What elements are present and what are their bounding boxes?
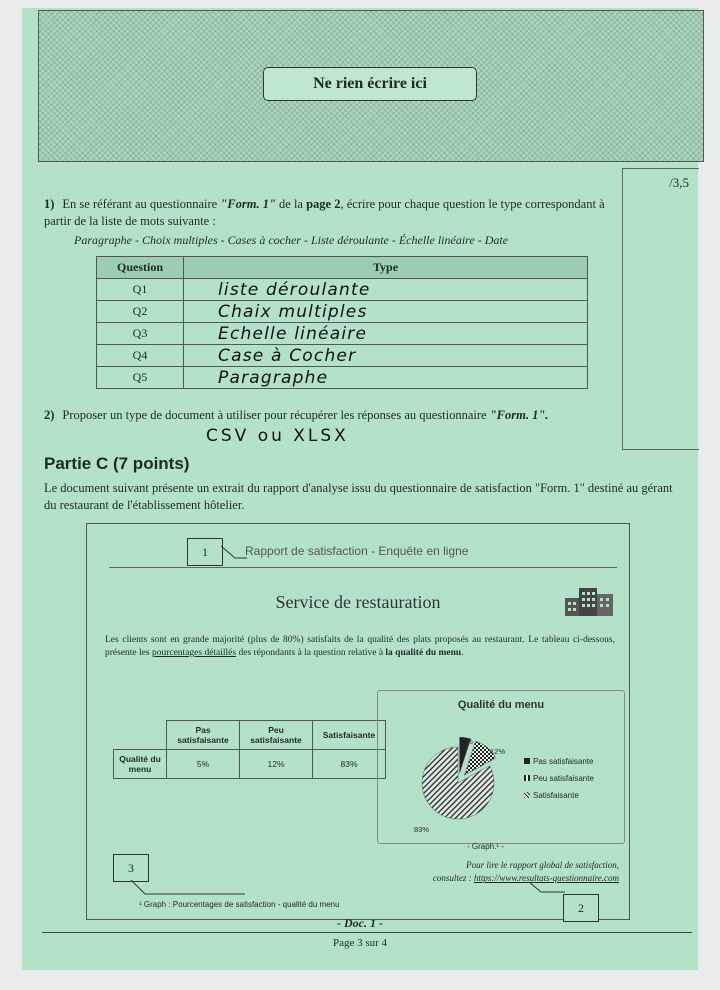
description-a: Les clients sont en grande majorité (plus de 80%) satisfaits de la qualité des plats proposés au restaurant. Le tableau ci-dessous, présente les: [105, 635, 615, 658]
answer-field[interactable]: Chaix multiples: [184, 301, 588, 323]
question-id: Q1: [97, 279, 184, 301]
table-row: [97, 301, 588, 323]
header-pas-satisfaisante: Pas satisfaisante: [167, 721, 240, 750]
question-1-form-name: "Form. 1": [220, 197, 276, 211]
legend-label-pas: Pas satisfaisante: [533, 757, 594, 766]
table-row: [97, 345, 588, 367]
callout-1: 1: [187, 538, 223, 566]
question-1-text-a: En se référant au questionnaire: [62, 197, 221, 211]
question-1-text-b: de la: [275, 197, 307, 211]
legend-item: [524, 757, 594, 774]
part-c-intro: Le document suivant présente un extrait du rapport d'analyse issu du questionnaire de satisfaction "Form. 1" destiné au gérant du restaurant de l'établissement hôtelier.: [44, 481, 673, 512]
report-line-2: consultez :: [432, 873, 474, 883]
table-row: [97, 279, 588, 301]
question-id: Q5: [97, 367, 184, 389]
chart-title: Qualité du menu: [457, 699, 545, 711]
legend-swatch-pas: [524, 758, 530, 764]
question-2: [44, 408, 548, 423]
service-description: [105, 634, 615, 660]
footer-divider: [42, 932, 692, 933]
question-2-text: Proposer un type de document à utiliser pour récupérer les réponses au questionnaire: [62, 408, 490, 422]
report-link-block: [433, 859, 619, 885]
description-b: des répondants à la question relative à: [236, 648, 386, 658]
question-id: Q4: [97, 345, 184, 367]
question-type-table: [96, 256, 588, 389]
graph-footnote: ¹ Graph : Pourcentages de satisfaction - qualité du menu: [139, 900, 340, 909]
report-url-link[interactable]: https://www.resultats-questionnaire.com: [473, 873, 619, 883]
answer-field[interactable]: Paragraphe: [184, 367, 588, 389]
satisfaction-table: [113, 720, 386, 779]
slice-label-satisfaisante: 83%: [414, 825, 430, 834]
word-list: Paragraphe - Choix multiples - Cases à cocher - Liste déroulante - Échelle linéaire - Date: [74, 233, 509, 247]
pie-chart: [377, 690, 625, 844]
legend-swatch-peu: [524, 775, 530, 781]
page-number: Page 3 sur 4: [332, 937, 388, 949]
question-1-number: 1): [44, 197, 55, 211]
no-write-zone: [38, 10, 704, 162]
question-1: [44, 196, 614, 230]
slice-label-peu: 12%: [490, 747, 506, 756]
no-write-label: Ne rien écrire ici: [263, 67, 477, 101]
header-type: Type: [184, 257, 588, 279]
service-title: Service de restauration: [275, 592, 441, 612]
legend-item: [524, 774, 594, 791]
question-1-text-c: , écrire pour chaque question le type correspondant à partir de la liste de mots suivante :: [44, 197, 605, 228]
table-header-row: [97, 257, 588, 279]
report-title: Rapport de satisfaction - Enquête en ligne: [245, 544, 469, 558]
part-c-title: Partie C (7 points): [44, 454, 190, 473]
callout-2-arrow: [527, 880, 567, 904]
table-row: [97, 367, 588, 389]
description-end: .: [461, 648, 464, 658]
table-row: [97, 323, 588, 345]
table-row: [114, 750, 386, 779]
slice-label-pas: 5%: [462, 737, 473, 746]
question-id: Q3: [97, 323, 184, 345]
header-peu-satisfaisante: Peu satisfaisante: [240, 721, 313, 750]
table-header-row: [114, 721, 386, 750]
score-box: [622, 168, 699, 450]
header-divider: [109, 567, 617, 568]
description-link: pourcentages détaillés: [151, 648, 237, 658]
legend-label-satisfaisante: Satisfaisante: [533, 791, 579, 800]
chart-legend: [524, 757, 594, 808]
description-bold: la qualité du menu: [385, 648, 462, 658]
row-label: Qualité du menu: [114, 750, 167, 779]
score-value: /3,5: [669, 175, 689, 190]
legend-item: [524, 791, 594, 808]
callout-3: 3: [113, 854, 149, 882]
header-satisfaisante: Satisfaisante: [313, 721, 386, 750]
question-2-number: 2): [44, 408, 55, 422]
answer-field[interactable]: liste déroulante: [184, 279, 588, 301]
answer-sheet: [22, 8, 698, 970]
value-satisfaisante: 83%: [313, 750, 386, 779]
legend-label-peu: Peu satisfaisante: [533, 774, 594, 783]
callout-1-arrow: [221, 542, 247, 562]
answer-field[interactable]: Echelle linéaire: [184, 323, 588, 345]
value-pas-satisfaisante: 5%: [167, 750, 240, 779]
document-label: - Doc. 1 -: [337, 916, 383, 930]
header-question: Question: [97, 257, 184, 279]
legend-swatch-satisfaisante: [524, 792, 530, 798]
callout-2: 2: [563, 894, 599, 922]
question-2-form-name: "Form. 1".: [489, 408, 549, 422]
document-1: [86, 523, 630, 920]
report-line-1: Pour lire le rapport global de satisfaction,: [466, 860, 619, 870]
question-1-page-ref: page 2: [306, 197, 341, 211]
table-corner: [114, 721, 167, 750]
graph-caption: - Graph.¹ -: [467, 842, 504, 851]
value-peu-satisfaisante: 12%: [240, 750, 313, 779]
building-icon: [563, 584, 615, 616]
question-id: Q2: [97, 301, 184, 323]
answer-field[interactable]: Case à Cocher: [184, 345, 588, 367]
question-2-answer[interactable]: CSV ou XLSX: [206, 426, 349, 446]
